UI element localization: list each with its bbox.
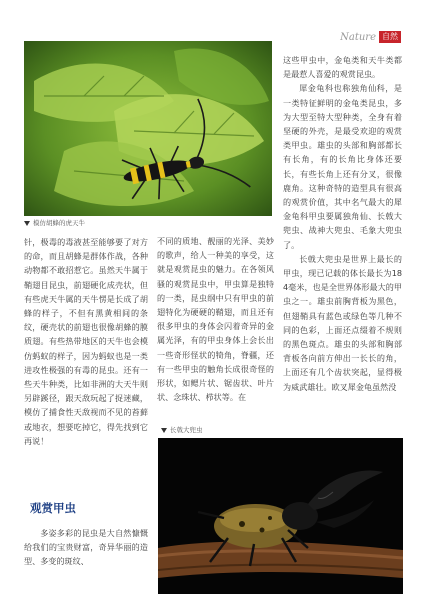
section-tag (340, 31, 401, 43)
photo-caption: 长戟大兜虫 (161, 426, 203, 434)
paragraph: 犀金龟科也称独角仙科，是一类特征鲜明的金龟类昆虫，多为大型至特大型种类，全身有着坚硬的外壳，是最受欢迎的观赏类甲虫。雄虫的头部和胸部都长有长角，有的长角比身体还要长，有些长角上还有分叉，很像鹿角。这种奇特的造型具有很高的观赏价值，其中名气最大的犀金龟科甲虫要属独角仙、长戟大兜虫、战神大兜虫、毛象大兜虫了。 (283, 83, 402, 250)
paragraph: 多姿多彩的昆虫是大自然慷慨给我们的宝贵财富，奇异华丽的造型、多变的斑纹、 (24, 528, 148, 567)
text-column-2 (157, 234, 274, 404)
paragraph: 不同的质地、靓丽的光泽、美妙的歌声，给人一种美的享受，这就是观赏昆虫的魅力。在各领风骚的观赏昆虫中，甲虫算是独特的一类，昆虫纲中只有甲虫的前翅特化为硬硬的鞘翅，而且还有很多甲虫的身体会闪着奇异的金属光泽，有的甲虫身体上会长出一些奇形怪状的犄角，脊疆，还有一些甲虫的触角长成很奇怪的形状，如鳃片状、锯齿状、叶片状、念珠状、栉状等。在 (157, 236, 274, 403)
section-label-cn: 自然 (379, 31, 401, 43)
caption-triangle-icon (24, 221, 30, 226)
section-heading: 观赏甲虫 (30, 501, 76, 515)
caption-triangle-icon (161, 428, 167, 433)
photo-caption: 模仿胡蜂的虎天牛 (24, 219, 85, 227)
section-label-en: Nature (340, 31, 376, 43)
paragraph: 长戟大兜虫是世界上最长的甲虫，现已记载的体长最长为184毫米，也是全世界体形最大的甲虫之一。雄虫前胸背板为黑色，但翅鞘具有蓝色或绿色等几种不同的色彩，上面还点缀着不规则的黑色斑点。雄虫的头部和胸部背板各向前方伸出一长长的角，上面还有几个齿状突起，显得极为威武雄壮。欧叉犀金龟虽然没 (283, 253, 402, 392)
paragraph: 这些甲虫中，金龟类和天牛类都是最惹人喜爱的观赏昆虫。 (283, 55, 402, 80)
text-column-3 (283, 53, 402, 394)
paragraph: 针，极毒的毒液甚至能够要了对方的命，而且胡蜂是群体作战，各种动物都不敢招惹它。虽然天牛属于鞘翅目昆虫，前翅硬化成壳状，但有些虎天牛属的天牛愣是长成了胡蜂的样子，不但有黑黄相间的条纹，硬壳状的前翅也很像胡蜂的膜质翅。有些热带地区的天牛也会模仿蚂蚁的样子，因为蚂蚁也是一类进攻性极强的有毒的昆虫。还有一些天牛种类，比如非洲的大天牛则另辟蹊径，跟天敌玩起了捉迷藏，模仿了捕食性天敌视而不见的苔藓或地衣，想要吃掉它，得先找到它再说！ (24, 237, 148, 446)
text-column-1-bottom (24, 526, 148, 569)
wasp-beetle-photo (24, 41, 272, 216)
text-column-1 (24, 235, 148, 448)
hercules-beetle-photo (158, 438, 403, 594)
